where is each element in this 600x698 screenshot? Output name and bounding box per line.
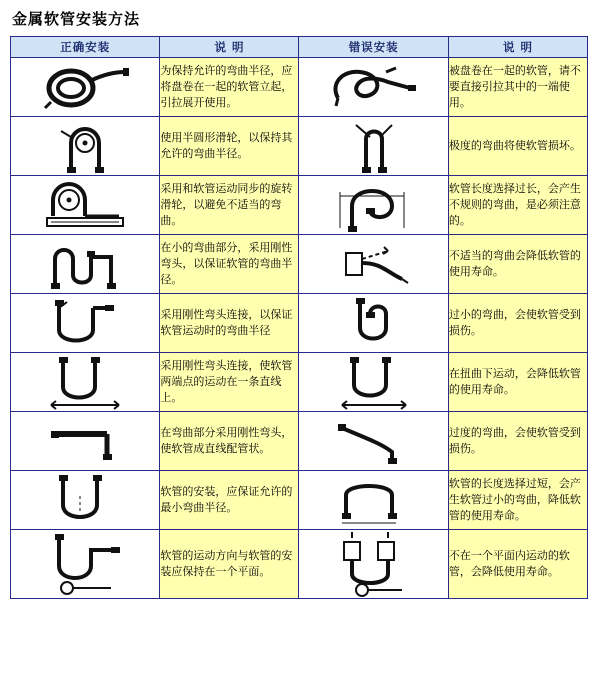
rigid-elbow-small-bend-correct-icon xyxy=(11,235,160,294)
header-correct-install: 正确安装 xyxy=(11,37,160,58)
table-header xyxy=(11,37,588,58)
coiled-hose-wrong-icon xyxy=(299,58,448,117)
table-body xyxy=(11,58,588,599)
too-small-bend-wrong-icon xyxy=(299,294,448,353)
header-wrong-install: 错误安装 xyxy=(299,37,448,58)
too-long-bend-wrong-icon xyxy=(299,471,448,530)
row-correct-desc: 使用半圆形滑轮，以保持其允许的弯曲半径。 xyxy=(160,117,299,176)
twist-motion-wrong-icon xyxy=(299,353,448,412)
row-correct-desc: 软管的安装，应保证允许的最小弯曲半径。 xyxy=(160,471,299,530)
table-row xyxy=(11,412,588,471)
straight-line-motion-correct-icon xyxy=(11,353,160,412)
excessive-bend-wrong-icon xyxy=(299,412,448,471)
row-correct-desc: 在弯曲部分采用刚性弯头，使软管成直线配管状。 xyxy=(160,412,299,471)
table-row xyxy=(11,294,588,353)
header-correct-desc: 说 明 xyxy=(160,37,299,58)
table-row xyxy=(11,58,588,117)
header-wrong-desc: 说 明 xyxy=(448,37,587,58)
row-wrong-desc: 极度的弯曲将使软管损坏。 xyxy=(448,117,587,176)
table-header-row xyxy=(11,37,588,58)
row-wrong-desc: 过度的弯曲，会使软管受到损伤。 xyxy=(448,412,587,471)
row-correct-desc: 软管的运动方向与软管的安装应保持在一个平面。 xyxy=(160,530,299,599)
sharp-bend-wrong-icon xyxy=(299,117,448,176)
table-row xyxy=(11,471,588,530)
hose-installation-table xyxy=(10,36,588,599)
too-long-hose-wrong-icon xyxy=(299,176,448,235)
straight-pipe-elbow-correct-icon xyxy=(11,412,160,471)
coiled-hose-correct-icon xyxy=(11,58,160,117)
row-wrong-desc: 软管的长度选择过短，会产生软管过小的弯曲，降低软管的使用寿命。 xyxy=(448,471,587,530)
row-wrong-desc: 不在一个平面内运动的软管，会降低使用寿命。 xyxy=(448,530,587,599)
page-title: 金属软管安装方法 xyxy=(12,10,141,28)
row-wrong-desc: 软管长度选择过长，会产生不规则的弯曲，是必须注意的。 xyxy=(448,176,587,235)
table-row xyxy=(11,353,588,412)
same-plane-motion-correct-icon xyxy=(11,530,160,599)
table-row xyxy=(11,117,588,176)
table-row xyxy=(11,176,588,235)
min-bend-radius-correct-icon xyxy=(11,471,160,530)
synchronized-pulley-correct-icon xyxy=(11,176,160,235)
row-wrong-desc: 在扭曲下运动，会降低软管的使用寿命。 xyxy=(448,353,587,412)
improper-bend-wrong-icon xyxy=(299,235,448,294)
semicircular-sheave-correct-icon xyxy=(11,117,160,176)
row-wrong-desc: 被盘卷在一起的软管，请不要直接引拉其中的一端使用。 xyxy=(448,58,587,117)
row-wrong-desc: 过小的弯曲，会使软管受到损伤。 xyxy=(448,294,587,353)
row-correct-desc: 为保持允许的弯曲半径，应将盘卷在一起的软管立起，引拉展开使用。 xyxy=(160,58,299,117)
row-correct-desc: 采用刚性弯头连接，使软管两端点的运动在一条直线上。 xyxy=(160,353,299,412)
row-correct-desc: 在小的弯曲部分，采用刚性弯头，以保证软管的弯曲半径。 xyxy=(160,235,299,294)
table-row xyxy=(11,530,588,599)
row-correct-desc: 采用和软管运动同步的旋转滑轮，以避免不适当的弯曲。 xyxy=(160,176,299,235)
table-row xyxy=(11,235,588,294)
rigid-elbow-joint-correct-icon xyxy=(11,294,160,353)
row-wrong-desc: 不适当的弯曲会降低软管的使用寿命。 xyxy=(448,235,587,294)
out-of-plane-motion-wrong-icon xyxy=(299,530,448,599)
row-correct-desc: 采用刚性弯头连接，以保证软管运动时的弯曲半径 xyxy=(160,294,299,353)
